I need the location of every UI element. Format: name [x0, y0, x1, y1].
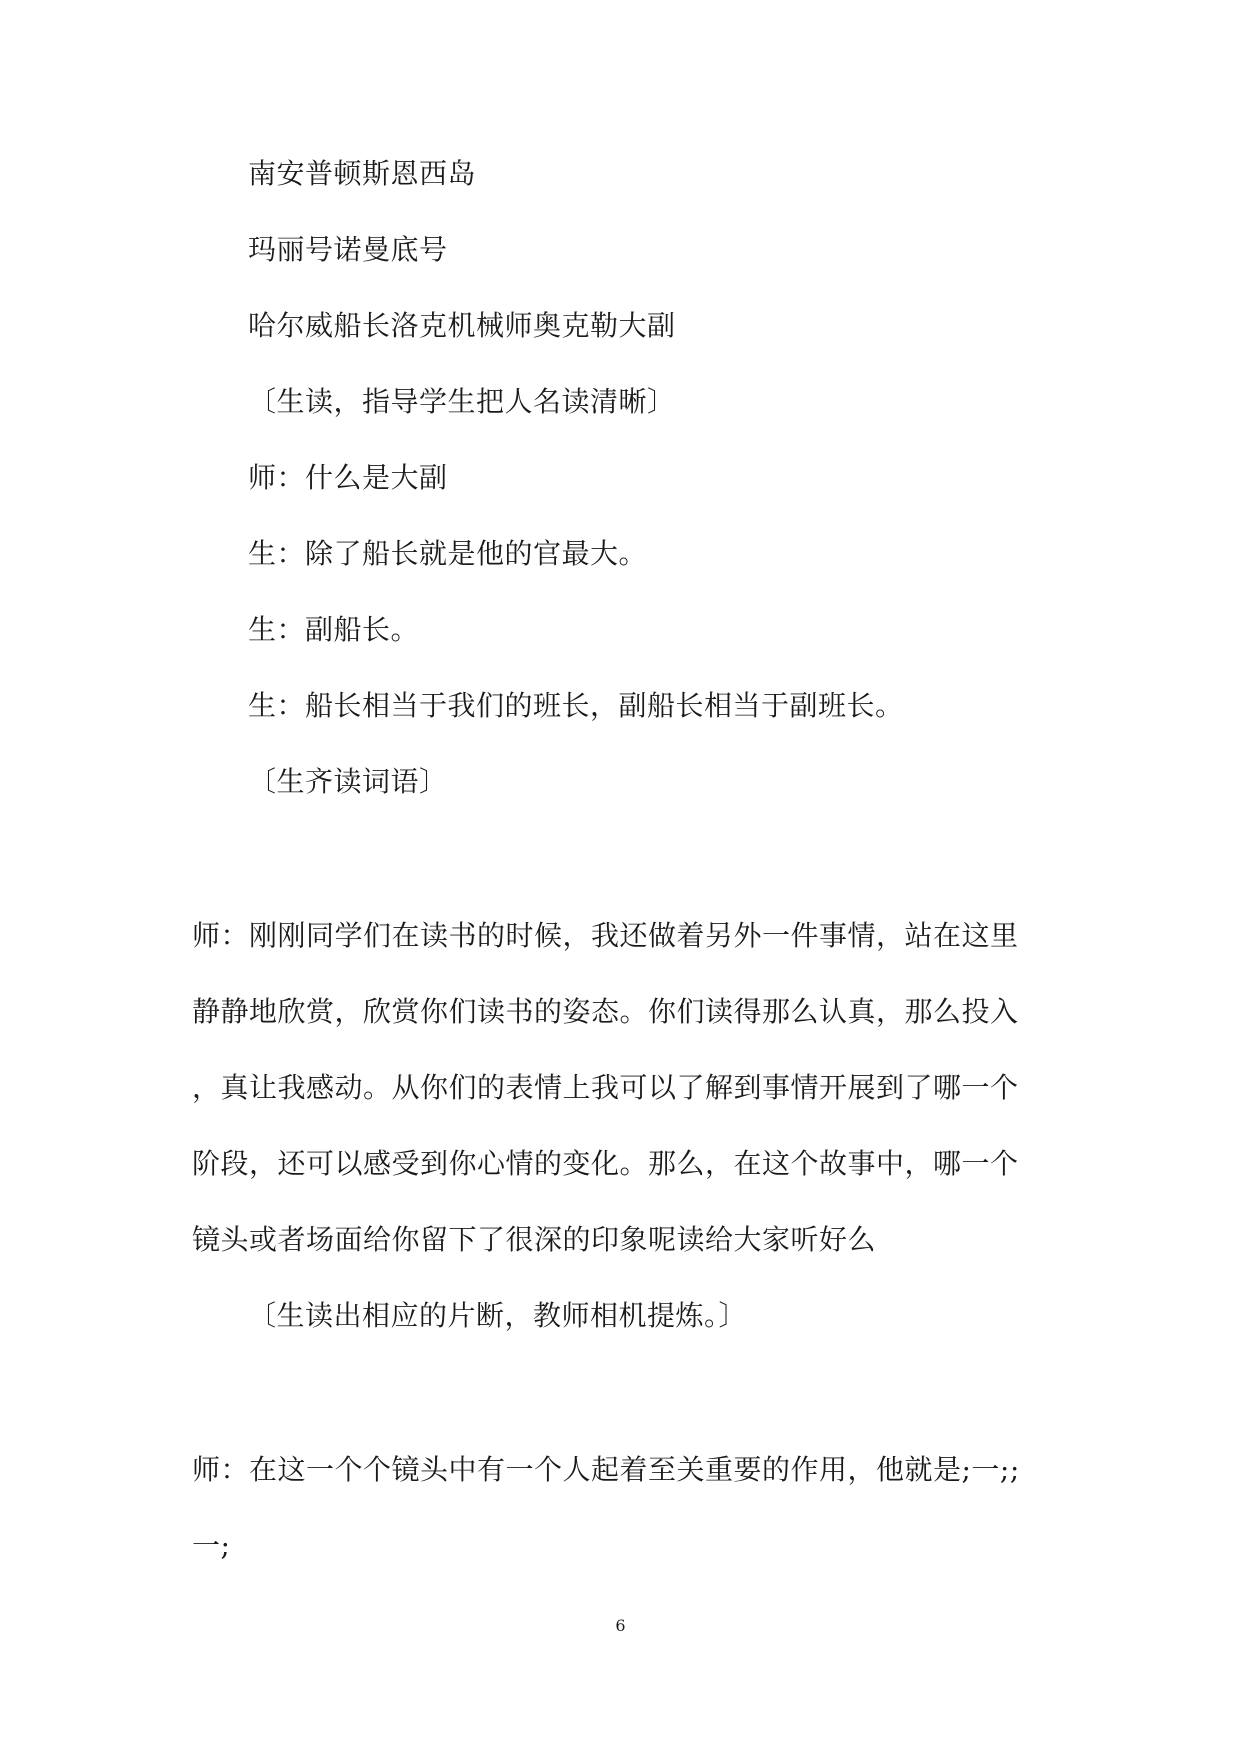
text-line-paragraph-7: 一;: [192, 1529, 231, 1562]
text-line-teacher-question: 师：什么是大副: [248, 461, 448, 494]
text-line-ship-names: 玛丽号诺曼底号: [248, 233, 448, 266]
text-line-student-answer-1: 生：除了船长就是他的官最大。: [248, 537, 648, 570]
text-line-paragraph-1: 师：刚刚同学们在读书的时候，我还做着另外一件事情，站在这里: [192, 919, 1019, 952]
text-line-student-answer-2: 生：副船长。: [248, 613, 420, 646]
text-line-paragraph-6: 师：在这一个个镜头中有一个人起着至关重要的作用，他就是;一;;: [192, 1453, 1020, 1486]
text-line-paragraph-3: ，真让我感动。从你们的表情上我可以了解到事情开展到了哪一个: [192, 1071, 1019, 1104]
text-line-place-names: 南安普顿斯恩西岛: [248, 157, 477, 190]
text-line-read-aloud: 〔生齐读词语〕: [248, 765, 448, 798]
page-number: 6: [615, 1616, 626, 1635]
text-line-student-answer-3: 生：船长相当于我们的班长，副船长相当于副班长。: [248, 689, 904, 722]
text-line-paragraph-2: 静静地欣赏，欣赏你们读书的姿态。你们读得那么认真，那么投入: [192, 995, 1019, 1028]
text-line-person-names: 哈尔威船长洛克机械师奥克勒大副: [248, 309, 676, 342]
text-line-paragraph-5: 镜头或者场面给你留下了很深的印象呢读给大家听好么: [192, 1223, 877, 1256]
text-line-student-reading: 〔生读出相应的片断，教师相机提炼。〕: [248, 1299, 748, 1332]
text-line-instruction: 〔生读，指导学生把人名读清晰〕: [248, 385, 676, 418]
text-line-paragraph-4: 阶段，还可以感受到你心情的变化。那么，在这个故事中，哪一个: [192, 1147, 1019, 1180]
